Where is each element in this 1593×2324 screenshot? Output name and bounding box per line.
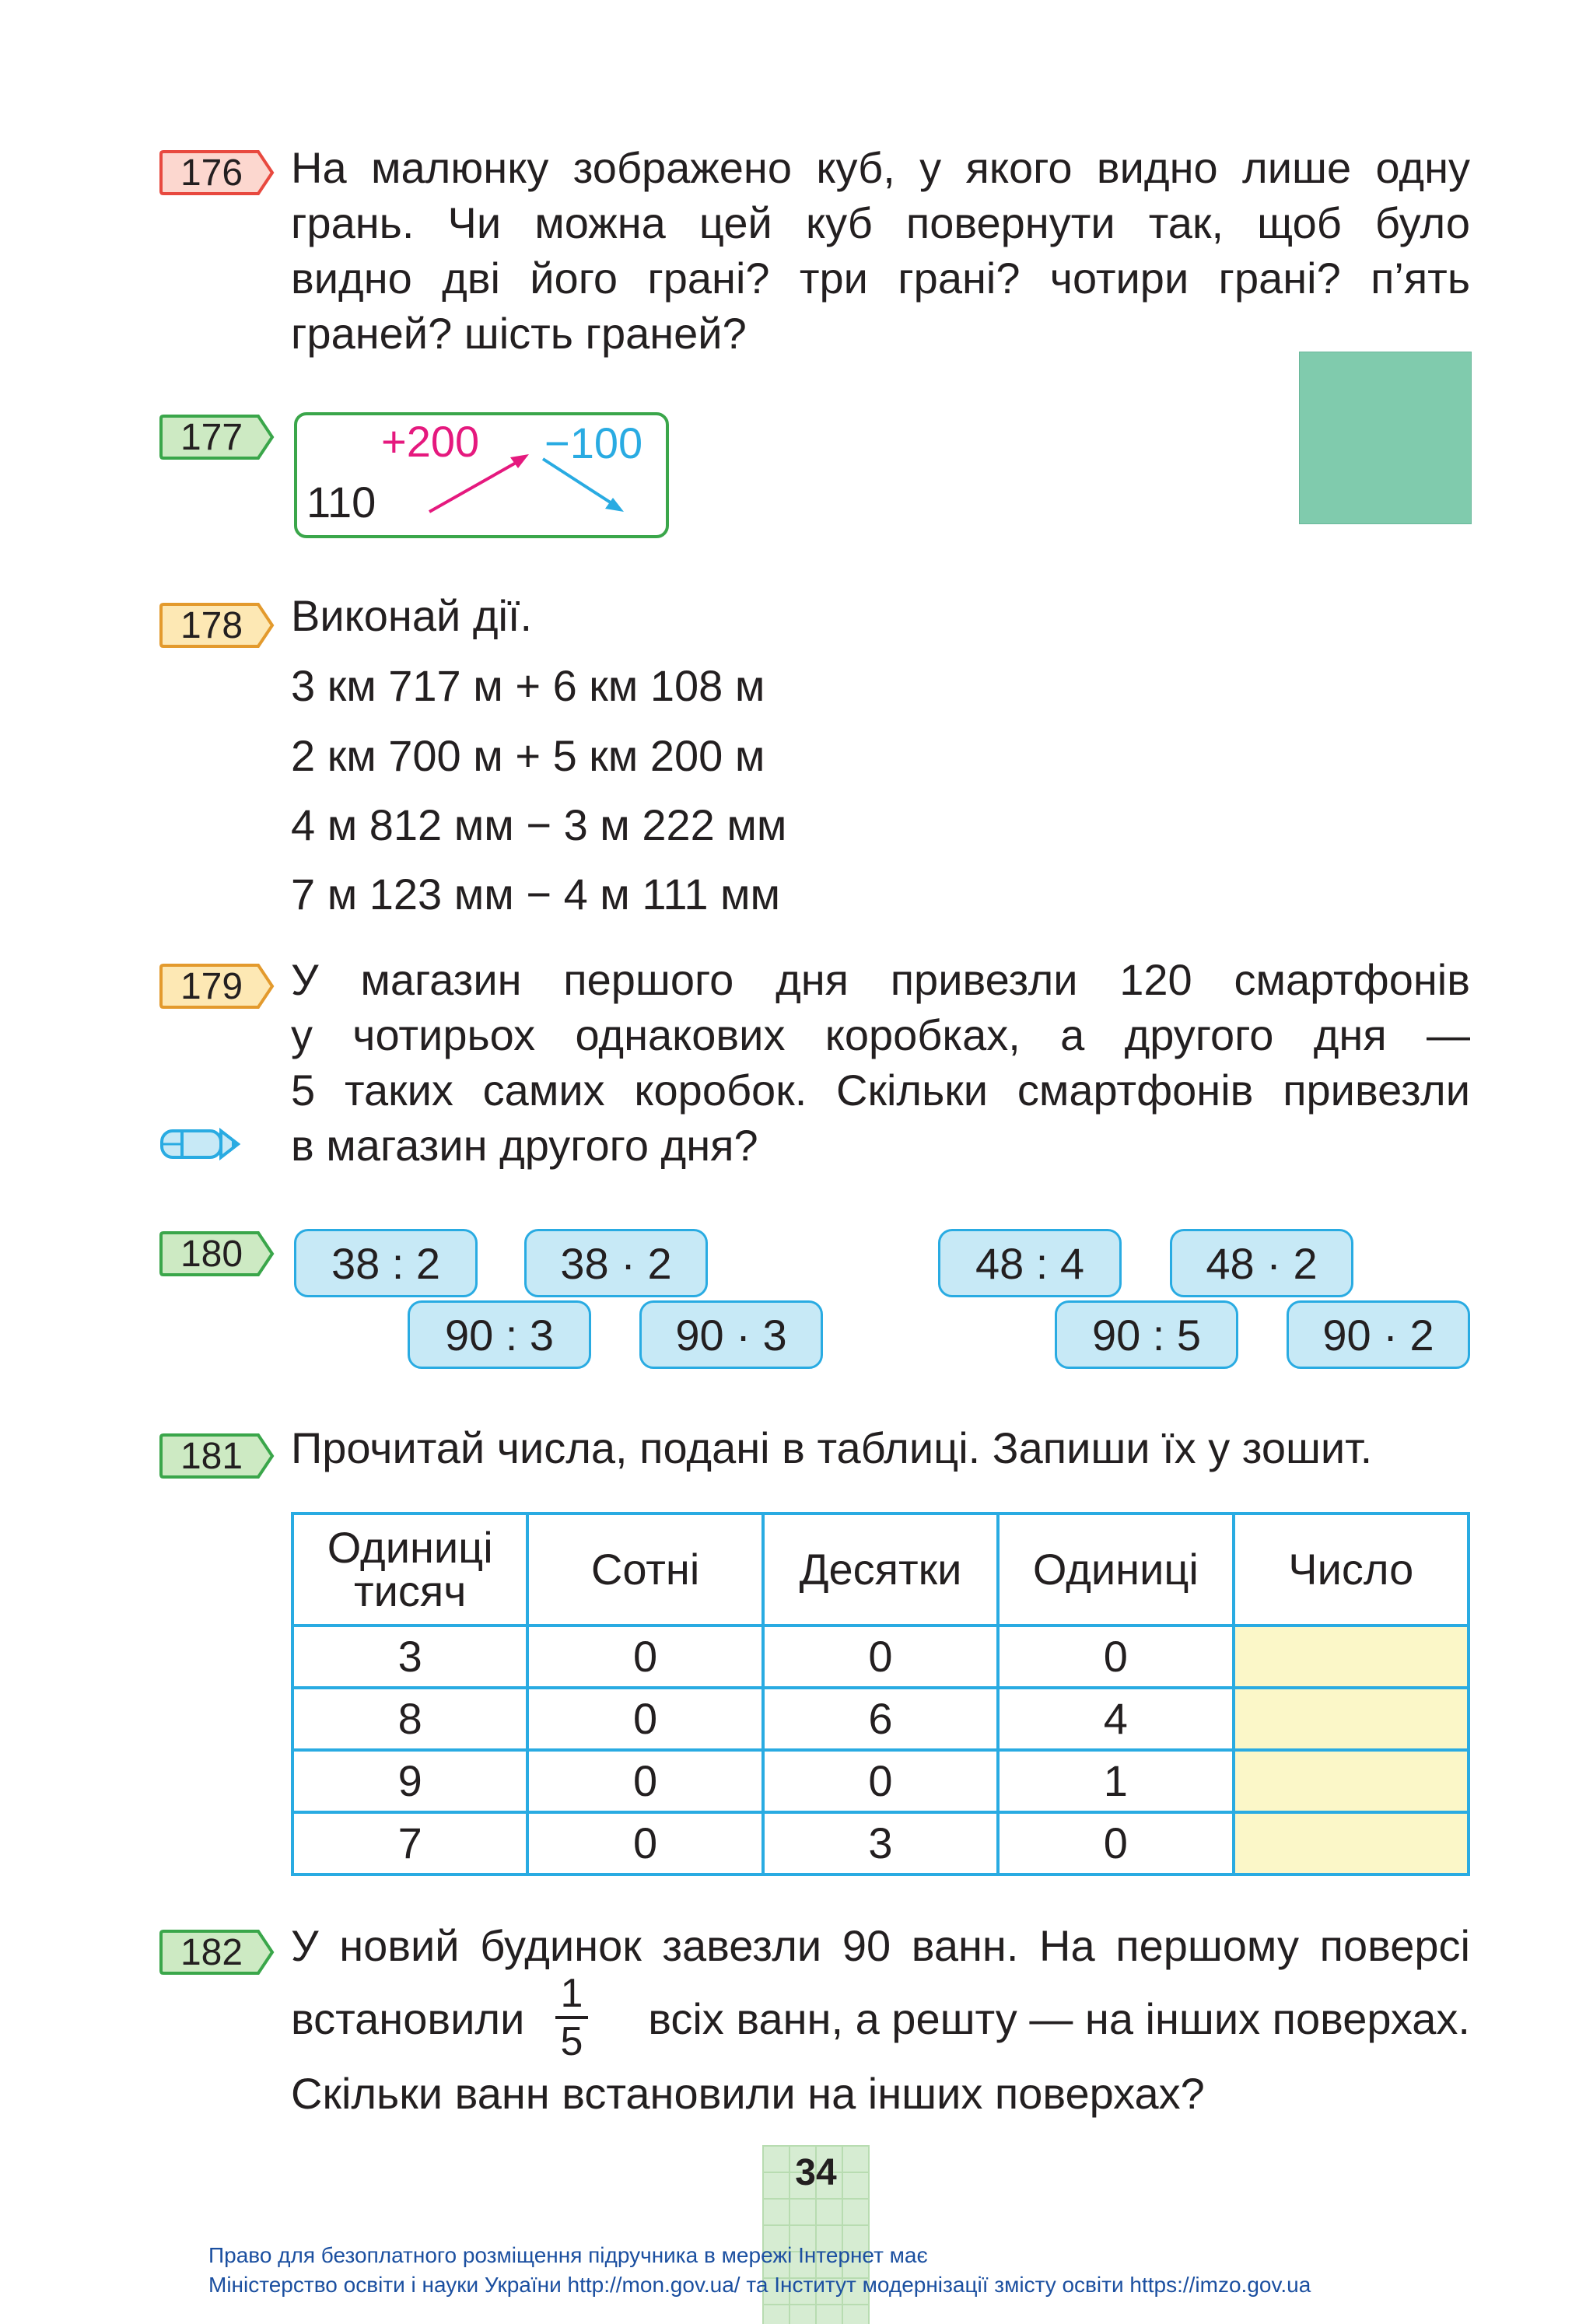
- task-number: 176: [180, 152, 243, 194]
- footer-line-1: Право для безоплатного розміщення підручника в мережі Інтернет має: [208, 2243, 928, 2267]
- table-row: [292, 1812, 1469, 1874]
- task-178-title: Виконай дії.: [291, 591, 533, 640]
- page-number: 34: [795, 2152, 837, 2193]
- expression-card: 48 · 2: [1170, 1229, 1353, 1297]
- task-number: 179: [180, 966, 243, 1007]
- table-header-row: [292, 1514, 1469, 1626]
- fraction-numerator: 1: [560, 1971, 583, 2016]
- task-number: 178: [180, 605, 243, 646]
- cube-face: [1299, 352, 1472, 524]
- task-number-badge: [159, 149, 275, 196]
- column-header: Одиниці: [998, 1514, 1233, 1626]
- task-179-line-2: у чотирьох однакових коробках, а другого дня —: [291, 1010, 1470, 1059]
- column-header: Число: [1234, 1514, 1469, 1626]
- task-182-line-3: Скільки ванн встановили на інших поверхах?: [291, 2069, 1205, 2118]
- task-176-line-4: граней? шість граней?: [291, 309, 747, 358]
- pencil-icon: [159, 1126, 241, 1164]
- table-cell: 0: [763, 1750, 998, 1812]
- task-number-badge: [159, 602, 275, 649]
- task-number: 177: [180, 417, 243, 458]
- start-number: 110: [306, 478, 376, 527]
- table-cell: 9: [292, 1750, 527, 1812]
- table-cell: 3: [763, 1812, 998, 1874]
- minus-operation: −100: [544, 418, 643, 467]
- expression-card: 48 : 4: [938, 1229, 1122, 1297]
- expression-card: 38 : 2: [294, 1229, 478, 1297]
- answer-cell: [1234, 1688, 1469, 1750]
- expression-4: 7 м 123 мм − 4 м 111 мм: [291, 870, 781, 919]
- column-header: Десятки: [763, 1514, 998, 1626]
- task-182-line-1: У новий будинок завезли 90 ванн. На першому поверсі: [291, 1921, 1470, 1970]
- answer-cell: [1234, 1626, 1469, 1688]
- task-number: 182: [180, 1932, 243, 1973]
- table-cell: 0: [527, 1812, 762, 1874]
- text-after-fraction: всіх ванн, а решту — на інших поверхах.: [648, 1994, 1470, 2043]
- column-header: Сотні: [527, 1514, 762, 1626]
- table-cell: 0: [527, 1750, 762, 1812]
- expression-card: 90 : 3: [408, 1300, 591, 1369]
- plus-operation: +200: [381, 417, 480, 466]
- column-header: Одиниці тисяч: [292, 1514, 527, 1626]
- task-176-line-2: грань. Чи можна цей куб повернути так, щоб було: [291, 198, 1470, 247]
- table-cell: 0: [998, 1626, 1233, 1688]
- expression-2: 2 км 700 м + 5 км 200 м: [291, 731, 765, 780]
- task-182-line-2: [291, 1971, 1470, 2064]
- expression-card: 38 · 2: [524, 1229, 708, 1297]
- expression-card: 90 · 3: [639, 1300, 823, 1369]
- task-number: 181: [180, 1436, 243, 1477]
- task-179-line-1: У магазин першого дня привезли 120 смартфонів: [291, 955, 1470, 1004]
- table-cell: 0: [527, 1626, 762, 1688]
- table-cell: 0: [998, 1812, 1233, 1874]
- answer-cell: [1234, 1750, 1469, 1812]
- footer-line-2: Міністерство освіти і науки України http://mon.gov.ua/ та Інститут модернізації змісту освіти https://imzo.gov.ua: [208, 2273, 1311, 2297]
- arrow-icons: [297, 415, 666, 535]
- table-cell: 3: [292, 1626, 527, 1688]
- table-cell: 1: [998, 1750, 1233, 1812]
- table-cell: 7: [292, 1812, 527, 1874]
- expression-card: 90 · 2: [1287, 1300, 1470, 1369]
- task-number-badge: [159, 1929, 275, 1976]
- task-179-line-4: в магазин другого дня?: [291, 1121, 758, 1170]
- task-number-badge: [159, 1230, 275, 1277]
- answer-cell: [1234, 1812, 1469, 1874]
- expression-3: 4 м 812 мм − 3 м 222 мм: [291, 800, 787, 849]
- table-row: [292, 1750, 1469, 1812]
- operation-chain-box: [294, 412, 669, 538]
- table-cell: 0: [527, 1688, 762, 1750]
- task-179-line-3: 5 таких самих коробок. Скільки смартфонів привезли: [291, 1066, 1470, 1115]
- table-row: [292, 1688, 1469, 1750]
- task-number-badge: [159, 414, 275, 460]
- table-row: [292, 1626, 1469, 1688]
- expression-card: 90 : 5: [1055, 1300, 1238, 1369]
- task-number: 180: [180, 1234, 243, 1275]
- table-cell: 4: [998, 1688, 1233, 1750]
- table-cell: 8: [292, 1688, 527, 1750]
- text-before-fraction: встановили: [291, 1994, 525, 2043]
- task-181-text: Прочитай числа, подані в таблиці. Запиши їх у зошит.: [291, 1423, 1373, 1472]
- task-number-badge: [159, 1433, 275, 1479]
- fraction-denominator: 5: [560, 2019, 583, 2064]
- table-cell: 0: [763, 1626, 998, 1688]
- expression-1: 3 км 717 м + 6 км 108 м: [291, 661, 765, 710]
- fraction: [555, 1971, 588, 2064]
- table-cell: 6: [763, 1688, 998, 1750]
- place-value-table: [291, 1512, 1470, 1876]
- task-number-badge: [159, 963, 275, 1010]
- task-176-line-3: видно дві його грані? три грані? чотири грані? п’ять: [291, 254, 1470, 303]
- task-176-line-1: На малюнку зображено куб, у якого видно лише одну: [291, 143, 1470, 192]
